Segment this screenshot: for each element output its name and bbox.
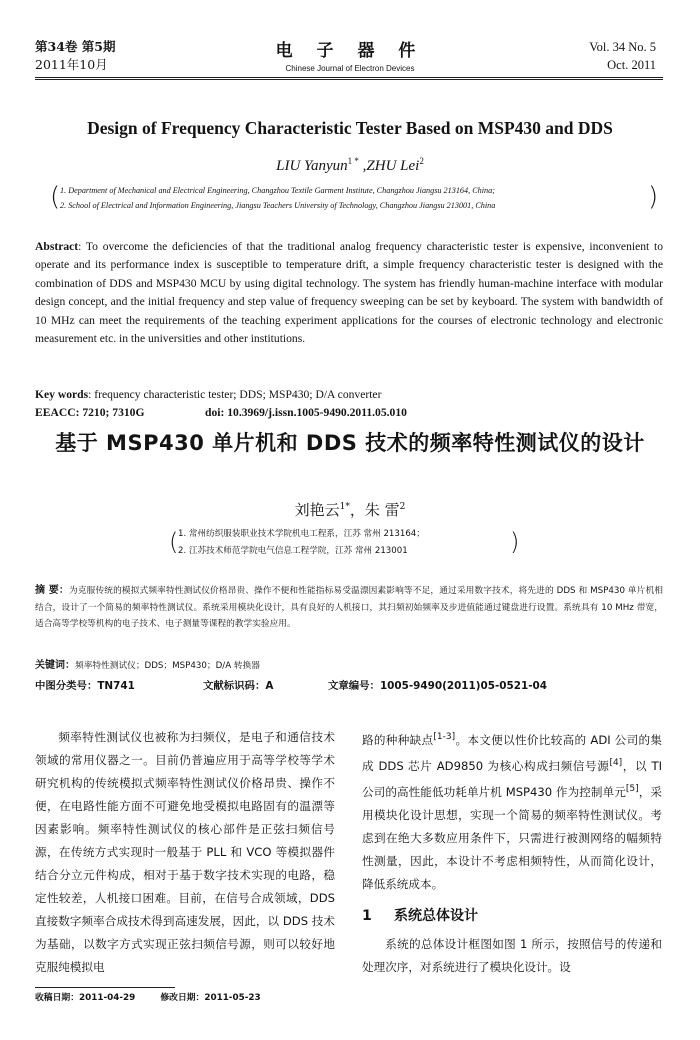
affiliation-1-zh: 1. 常州纺织服装职业技术学院机电工程系，江苏 常州 213164； (178, 529, 425, 539)
keywords-en: : frequency characteristic tester; DDS; MSP430; D/A converter (88, 388, 382, 401)
left-brace-icon: ( (50, 182, 61, 212)
journal-name-en: Chinese Journal of Electron Devices (285, 64, 415, 73)
footnote-rule (35, 987, 175, 988)
citation-3: [5] (625, 783, 639, 794)
classification-row (35, 677, 663, 695)
eeacc: EEACC: 7210; 7310G (35, 406, 145, 419)
received-date: 收稿日期：2011-04-29 (35, 993, 136, 1003)
author-1-en-sup: 1 * (347, 156, 359, 166)
affiliation-2-en: 2. School of Electrical and Information Engineering, Jiangsu Teachers University of Technology, Changzhou Jiangsu 213001, China (60, 201, 496, 210)
chinese-abstract (35, 583, 663, 633)
english-affiliations (50, 182, 660, 213)
document-code: 文献标识码：A (203, 680, 274, 692)
revised-date: 修改日期：2011-05-23 (160, 993, 261, 1003)
author-separator-zh: ， (349, 501, 365, 519)
english-keywords-block (35, 386, 663, 422)
abstract-text-zh: 为克服传统的模拟式频率特性测试仪价格昂贵、操作不便和性能指标易受温漂因素影响等不足，通过采用数字技术，将先进的 DDS 和 MSP430 单片机相结合，设计了一个简易的频率特性测试仪。系统采用模块化设计，具有良好的人机接口，其扫频初始频率及步进值能通过键盘进行设置。系统具有 10 MHz 带宽，适合高等学校等机构的电子技术、电子测量等课程的教学实验应用。 (35, 586, 663, 629)
left-brace-zh-icon: ( (169, 528, 179, 556)
eeacc-doi-line (35, 404, 663, 422)
keywords-line-en (35, 386, 663, 404)
citation-1: [1-3] (433, 732, 456, 742)
volume-issue-cn: 第34卷 第5期 (35, 39, 116, 54)
chinese-affiliations (169, 526, 520, 560)
right-brace-zh-icon: ) (510, 528, 520, 556)
volume-issue-en: Vol. 34 No. 5 (589, 40, 656, 54)
keywords-zh: 频率特性测试仪；DDS；MSP430；D/A 转换器 (75, 661, 260, 671)
body-left-column (35, 726, 335, 979)
chinese-keywords-line (35, 657, 663, 675)
author-2-zh-sup: 2 (399, 502, 406, 512)
keywords-label-zh: 关键词： (35, 660, 75, 671)
author-separator-en: , (358, 158, 367, 174)
article-number: 文章编号：1005-9490(2011)05-0521-04 (328, 680, 547, 692)
chinese-authors (0, 499, 700, 520)
citation-2: [4] (609, 757, 623, 768)
author-2-zh: 朱 雷 (364, 501, 400, 519)
doi: doi: 10.3969/j.issn.1005-9490.2011.05.010 (205, 406, 407, 419)
section-number: 1 (362, 907, 372, 924)
body-right-column (362, 726, 662, 979)
body-text-right-b: 。本文便以性价比较高的 ADI 公司的集成 DDS 芯片 AD9850 为核心构成扫频信号源 (362, 732, 662, 773)
affiliation-1-en: 1. Department of Mechanical and Electrical Engineering, Changzhou Textile Garment Institute, Changzhou Jiangsu 213164, China; (60, 186, 495, 195)
date-en: Oct. 2011 (607, 58, 656, 72)
abstract-text-en: : To overcome the deficiencies of that the traditional analog frequency characteristic tester is expensive, inconvenient to operate and its performance index is susceptible to temperature drift, a simple frequency characteristic tester is designed with the combination of DDS and MSP430 MCU by using digital technology. The system has friendly human-machine interface with modular design concept, and the initial frequency and step value of frequency sweeping can be set by keyboard. The system with bandwidth of 10 MHz can meet the requirements of the teaching experiment applications for the courses of electronic technology and electronic measurement etc. in the universities and other institutions. (35, 240, 663, 346)
keywords-label-en: Key words (35, 388, 89, 401)
author-2-en: ZHU Lei (366, 158, 420, 174)
affiliation-2-zh: 2. 江苏技术师范学院电气信息工程学院，江苏 常州 213001 (178, 546, 408, 556)
body-text-right-d: ，采用模块化设计思想，实现一个简易的频率特性测试仪。考虑到在绝大多数应用条件下，只需进行被测网络的幅频特性测量，因此，本设计不考虑相频特性，从而简化设计，降低系统成本。 (362, 784, 662, 891)
body-paragraph-left: 频率特性测试仪也被称为扫频仪，是电子和通信技术领域的常用仪器之一。目前仍普遍应用于高等学校等学术研究机构的传统模拟式频率特性测试仪价格昂贵、操作不便，在电路性能方面不可避免地受模拟电路固有的温漂等因素影响。频率特性测试仪的核心部件是正弦扫频信号源，在传统方式实现时一般基于 PLL 和 VCO 等模拟器件结合分立元件构成，相对于基于数字技术实现的电路，稳定性较差，人机接口困难。目前，在信号合成领域，DDS 直接数字频率合成技术得到高速发展，因此，以 DDS 技术为基础，以数字方式实现正弦扫频信号源，则可以较好地克服纯模拟电 (35, 730, 335, 974)
english-authors (0, 156, 700, 175)
body-paragraph-right (362, 726, 662, 896)
footnote-dates (35, 990, 261, 1003)
author-1-zh: 刘艳云 (294, 501, 340, 519)
author-2-en-sup: 2 (419, 156, 424, 166)
header-right (589, 38, 656, 74)
english-abstract (35, 238, 663, 348)
author-1-zh-sup: 1* (339, 502, 350, 512)
body-text-right-a: 路的种种缺点 (362, 732, 434, 747)
body-paragraph-right-2: 系统的总体设计框图如图 1 所示，按照信号的传递和处理次序，对系统进行了模块化设计。设 (362, 936, 662, 974)
abstract-label-zh: 摘 要： (35, 585, 69, 596)
abstract-label-en: Abstract (35, 240, 79, 253)
journal-name-cn: 电 子 器 件 (275, 41, 425, 61)
section-title: 系统总体设计 (394, 907, 478, 924)
section-heading (362, 901, 662, 931)
chinese-title: 基于 MSP430 单片机和 DDS 技术的频率特性测试仪的设计 (55, 431, 645, 455)
english-title: Design of Frequency Characteristic Tester Based on MSP430 and DDS (87, 118, 613, 138)
body-text-right-c: ，以 TI 公司的高性能低功耗单片机 MSP430 作为控制单元 (362, 758, 663, 799)
author-1-en: LIU Yanyun (276, 158, 348, 174)
header-rule-2 (35, 79, 663, 80)
clc-number: 中图分类号：TN741 (35, 680, 135, 692)
header-rule (35, 77, 663, 78)
date-cn: 2011年10月 (35, 57, 108, 72)
right-brace-icon: ) (648, 182, 659, 212)
